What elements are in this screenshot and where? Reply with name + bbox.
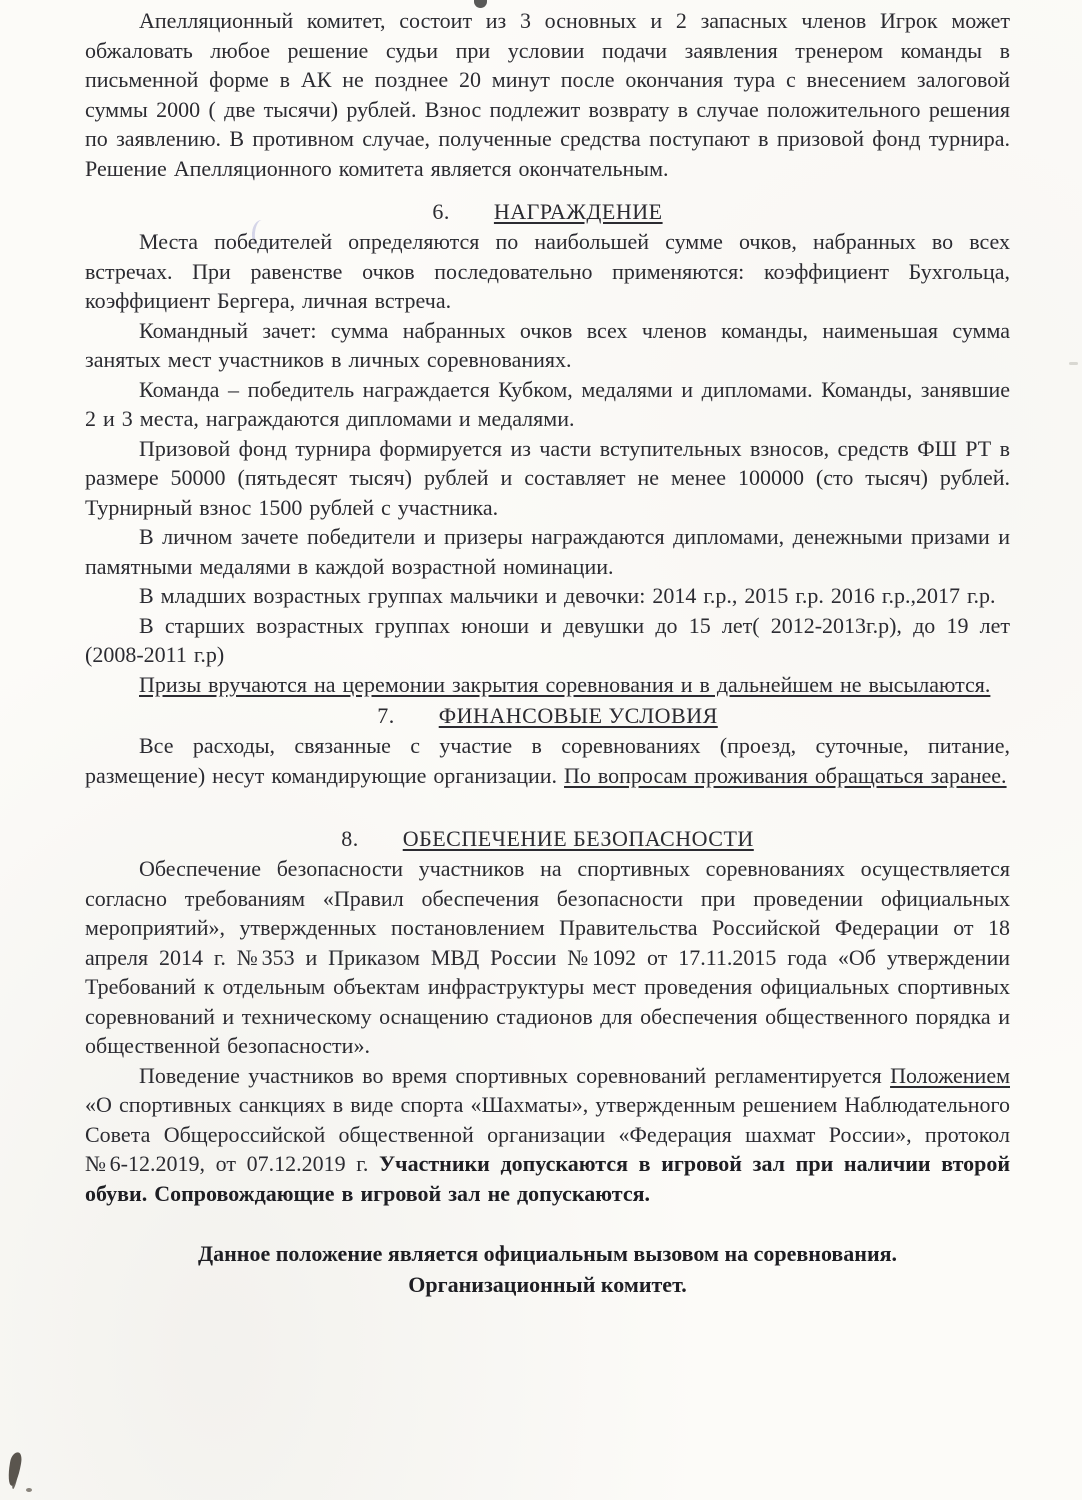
paragraph-appeal-committee: Апелляционный комитет, состоит из 3 основных и 2 запасных членов Игрок может обжаловать любое решение судьи при условии подачи заявления тренером команды в письменной форме в АК не позднее 20 минут после окончания тура с внесением залоговой суммы 2000 ( две тысячи) рублей. Взнос подлежит возврату в случае положительного решения по заявлению. В противном случае, полученные средства поступают в призовой фонд турнира. Решение Апелляционного комитета является окончательным. — [85, 8, 1010, 181]
paragraph-older-age-groups: В старших возрастных группах юноши и девушки до 15 лет( 2012-2013г.р), до 19 лет (2008-2011 г.р) — [85, 612, 1010, 667]
paragraph-prize-fund: Призовой фонд турнира формируется из части вступительных взносов, средств ФШ РТ в размере 50000 (пятьдесят тысяч) рублей и составляет не менее 100000 (сто тысяч) рублей. Турнирный взнос 1500 рублей с участника. — [85, 435, 1010, 520]
section-6-number: 6. — [432, 199, 450, 224]
document-content — [85, 6, 1010, 1300]
paragraph-younger-age-groups: В младших возрастных группах мальчики и девочки: 2014 г.р., 2015 г.р. 2016 г.р.,2017 г.р. — [139, 583, 996, 608]
conduct-text-middle: «О спортивных санкциях в виде спорта «Шахматы», утвержденным решением Наблюдательного Совета Общероссийской общественной организации «Федерация шахмат России», протокол №6-12.2019, от 07.12.2019 г. — [85, 1092, 1010, 1176]
paragraph-team-scoring: Командный зачет: сумма набранных очков всех членов команды, наименьшая сумма занятых мест участников в личных соревнованиях. — [85, 317, 1010, 372]
official-invitation-line: Данное положение является официальным вызовом на соревнования. — [197, 1241, 898, 1266]
prizes-ceremony-underlined-text: Призы вручаются на церемонии закрытия соревнования и в дальнейшем не высылаются. — [139, 671, 991, 697]
paragraph-financial-conditions — [85, 731, 1010, 790]
organizing-committee-line: Организационный комитет. — [408, 1272, 687, 1297]
section-7-number: 7. — [377, 703, 395, 728]
scan-artifact-ink-dot — [26, 1488, 32, 1492]
section-7-heading — [85, 701, 1010, 731]
paragraph-winners-places: Места победителей определяются по наибольшей сумме очков, набранных во всех встречах. При равенстве очков последовательно применяются: коэффициент Бухгольца, коэффициент Бергера, личная встреча. — [85, 229, 1010, 313]
paragraph-participant-conduct — [85, 1061, 1010, 1209]
section-6-title: НАГРАЖДЕНИЕ — [493, 199, 663, 224]
conduct-text-start: Поведение участников во время спортивных соревнований регламентируется — [139, 1062, 891, 1088]
section-6-heading — [85, 197, 1010, 227]
paragraph-prizes-ceremony — [85, 670, 1010, 700]
scan-artifact-ink-blob — [6, 1451, 23, 1486]
section-8-number: 8. — [341, 826, 359, 851]
section-7-title: ФИНАНСОВЫЕ УСЛОВИЯ — [438, 703, 718, 728]
paragraph-individual-awards: В личном зачете победители и призеры награждаются дипломами, денежными призами и памятными медалями в каждой возрастной номинации. — [85, 524, 1010, 579]
regulation-underlined-word: Положением — [890, 1062, 1010, 1088]
accommodation-underlined-text: По вопросам проживания обращаться заранее. — [564, 762, 1007, 788]
second-shoes-bold-text: Участники допускаются в игровой зал при наличии второй обуви. Сопровождающие в игровой зал не допускаются. — [85, 1151, 1011, 1206]
scan-artifact-right-dash — [1069, 362, 1078, 365]
section-8-heading — [85, 824, 1010, 854]
section-8-title: ОБЕСПЕЧЕНИЕ БЕЗОПАСНОСТИ — [402, 826, 754, 851]
paragraph-security-requirements: Обеспечение безопасности участников на спортивных соревнованиях осуществляется согласно требованиям «Правил обеспечения безопасности при проведении официальных мероприятий», утвержденных постановлением Правительства Российской Федерации от 18 апреля 2014 г. №353 и Приказом МВД России №1092 от 17.11.2015 года «Об утверждении Требований к отдельным объектам инфраструктуры мест проведения официальных спортивных соревнований и техническому оснащению стадионов для обеспечения общественного порядка и общественной безопасности». — [85, 856, 1010, 1058]
paragraph-team-awards: Команда – победитель награждается Кубком, медалями и дипломами. Команды, занявшие 2 и 3 места, награждаются дипломами и медалями. — [85, 376, 1010, 431]
financial-conditions-text: Все расходы, связанные с участие в соревнованиях (проезд, суточные, питание, размещение) несут командирующие организации. — [85, 733, 1010, 788]
